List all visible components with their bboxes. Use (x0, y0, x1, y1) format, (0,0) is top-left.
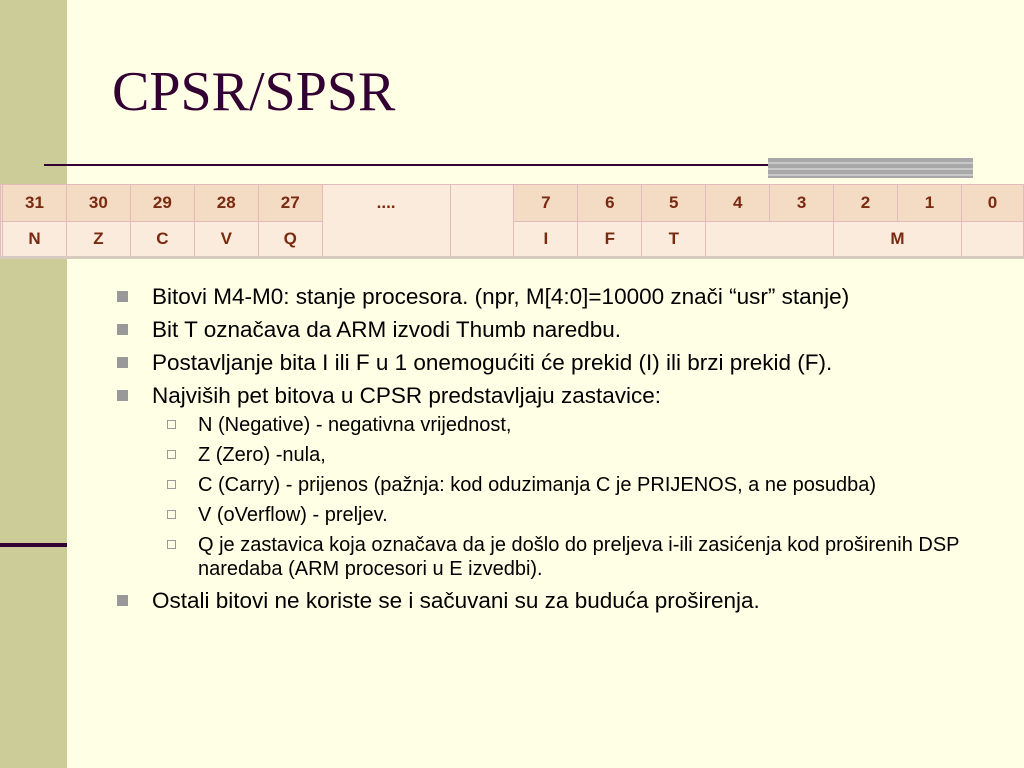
bullet-item (112, 283, 972, 310)
left-accent-line (0, 543, 67, 547)
flag-empty (706, 222, 834, 257)
bullet-text: Bitovi M4-M0: stanje procesora. (npr, M[4:0]=10000 znači “usr” stanje) (152, 284, 850, 309)
bullet-text: Bit T označava da ARM izvodi Thumb naredbu. (152, 317, 622, 342)
square-bullet-icon (117, 291, 128, 302)
table-shadow (0, 256, 1024, 259)
bit-2: 2 (834, 185, 898, 222)
hollow-square-bullet-icon (167, 450, 176, 459)
sub-bullet-text: Z (Zero) -nula, (198, 444, 326, 466)
bullet-text: Najviših pet bitova u CPSR predstavljaju zastavice: (152, 383, 661, 408)
flag-c: C (130, 222, 194, 257)
bit-1: 1 (897, 185, 961, 222)
bullet-item (112, 382, 972, 409)
bullet-item (112, 316, 972, 343)
bit-5: 5 (642, 185, 706, 222)
hollow-square-bullet-icon (167, 480, 176, 489)
bit-29: 29 (130, 185, 194, 222)
bit-27: 27 (258, 185, 322, 222)
hollow-square-bullet-icon (167, 420, 176, 429)
flag-m: M (834, 222, 962, 257)
sub-bullet-text: V (oVerflow) - preljev. (198, 504, 388, 526)
bit-ellipsis: .... (322, 185, 450, 257)
bit-4: 4 (706, 185, 770, 222)
flag-v: V (194, 222, 258, 257)
hollow-square-bullet-icon (167, 540, 176, 549)
sub-bullet-item (112, 443, 972, 467)
flag-q: Q (258, 222, 322, 257)
bullet-list (112, 283, 972, 620)
left-decorative-bar (0, 0, 67, 768)
square-bullet-icon (117, 595, 128, 606)
sub-bullet-text: Q je zastavica koja označava da je došlo do preljeva i-ili zasićenja kod proširenih DSP naredaba (ARM procesori u E izvedbi). (198, 534, 960, 580)
title-divider-accent (768, 158, 973, 178)
bit-7: 7 (514, 185, 578, 222)
sub-bullet-item (112, 413, 972, 437)
square-bullet-icon (117, 390, 128, 401)
flag-n: N (2, 222, 66, 257)
square-bullet-icon (117, 324, 128, 335)
flag-t: T (642, 222, 706, 257)
bit-28: 28 (194, 185, 258, 222)
sub-bullet-item (112, 473, 972, 497)
square-bullet-icon (117, 357, 128, 368)
sub-bullet-item (112, 533, 972, 581)
cpsr-bit-table (0, 184, 1024, 257)
bit-6: 6 (578, 185, 642, 222)
flag-i: I (514, 222, 578, 257)
flag-f: F (578, 222, 642, 257)
bit-30: 30 (66, 185, 130, 222)
bit-0: 0 (961, 185, 1023, 222)
bullet-text: Postavljanje bita I ili F u 1 onemogućiti će prekid (I) ili brzi prekid (F). (152, 350, 833, 375)
bullet-text: Ostali bitovi ne koriste se i sačuvani su za buduća proširenja. (152, 588, 760, 613)
bit-31: 31 (2, 185, 66, 222)
flag-empty-end (961, 222, 1023, 257)
bullet-item (112, 349, 972, 376)
bit-number-row (1, 185, 1024, 222)
sub-bullet-text: N (Negative) - negativna vrijednost, (198, 414, 512, 436)
sub-bullet-item (112, 503, 972, 527)
bit-3: 3 (770, 185, 834, 222)
slide-title: CPSR/SPSR (112, 61, 396, 123)
bullet-item (112, 587, 972, 614)
sub-bullet-text: C (Carry) - prijenos (pažnja: kod oduzimanja C je PRIJENOS, a ne posudba) (198, 474, 877, 496)
flag-z: Z (66, 222, 130, 257)
bit-gap (450, 185, 514, 257)
hollow-square-bullet-icon (167, 510, 176, 519)
